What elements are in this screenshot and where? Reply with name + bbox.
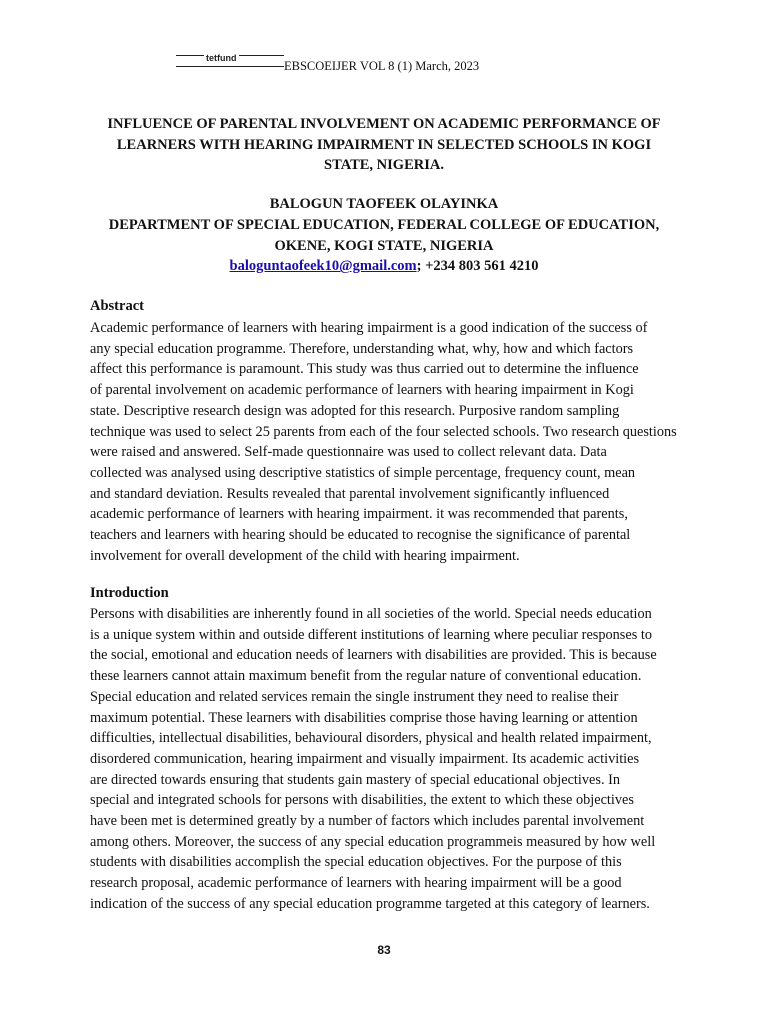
text-line: are directed towards ensuring that students gain mastery of special educational objectives. In: [90, 771, 620, 788]
text-line: maximum potential. These learners with disabilities comprise those having learning or attention: [90, 709, 638, 726]
abstract-heading: Abstract: [90, 298, 144, 314]
text-line: these learners cannot attain maximum benefit from the regular nature of conventional education.: [90, 668, 642, 685]
text-line: were raised and answered. Self-made questionnaire was used to collect relevant data. Data: [90, 444, 607, 461]
text-line: the social, emotional and education needs of learners with disabilities are provided. This is because: [90, 647, 657, 664]
text-line: any special education programme. Therefore, understanding what, why, how and which factors: [90, 340, 634, 357]
author-phone: ; +234 803 561 4210: [416, 258, 539, 275]
introduction-heading: Introduction: [90, 585, 169, 601]
text-line: indication of the success of any special education programme targeted at this category of learners.: [90, 895, 650, 912]
logo-text: tetfund: [206, 53, 237, 63]
text-line: Persons with disabilities are inherently found in all societies of the world. Special needs education: [90, 606, 652, 622]
author-affiliation: DEPARTMENT OF SPECIAL EDUCATION, FEDERAL COLLEGE OF EDUCATION,: [108, 216, 660, 233]
title-line: LEARNERS WITH HEARING IMPAIRMENT IN SELECTED SCHOOLS IN KOGI: [116, 136, 652, 153]
author-email-link[interactable]: baloguntaofeek10@gmail.com: [229, 258, 417, 275]
title-line: STATE, NIGERIA.: [324, 157, 444, 174]
text-line: disordered communication, hearing impairment and visually impairment. Its academic activities: [90, 750, 640, 767]
author-name: BALOGUN TAOFEEK OLAYINKA: [269, 196, 499, 212]
journal-citation: EBSCOEIJER VOL 8 (1) March, 2023: [284, 59, 480, 73]
tetfund-logo: [176, 50, 284, 74]
title-line: INFLUENCE OF PARENTAL INVOLVEMENT ON ACADEMIC PERFORMANCE OF: [107, 116, 661, 132]
text-line: affect this performance is paramount. This study was thus carried out to determine the influence: [90, 361, 639, 378]
author-contact: [80, 256, 688, 277]
text-line: Special education and related services remain the single instrument they need to realise their: [90, 688, 619, 705]
text-line: Academic performance of learners with hearing impairment is a good indication of the success of: [90, 320, 648, 336]
author-block: [80, 194, 688, 277]
text-line: is a unique system within and outside different institutions of learning where peculiar responses to: [90, 626, 652, 643]
text-line: difficulties, intellectual disabilities, behavioural disorders, physical and health related impairment,: [90, 730, 652, 747]
text-line: research proposal, academic performance of learners with hearing impairment will be a good: [90, 875, 622, 892]
abstract-body: [90, 318, 678, 566]
text-line: state. Descriptive research design was adopted for this research. Purposive random sampling: [90, 402, 620, 419]
text-line: of parental involvement on academic performance of learners with hearing impairment in Kogi: [90, 382, 634, 399]
text-line: academic performance of learners with hearing impairment. it was recommended that parents,: [90, 506, 628, 523]
text-line: students with disabilities accomplish the special education objectives. For the purpose of this: [90, 854, 622, 871]
text-line: have been met is determined greatly by a number of factors which includes parental involvement: [90, 813, 645, 830]
author-affiliation: OKENE, KOGI STATE, NIGERIA: [274, 237, 494, 254]
introduction-body: [90, 604, 678, 915]
text-line: involvement for overall development of the child with hearing impairment.: [90, 547, 520, 564]
running-header: [176, 50, 596, 80]
page-number: 83: [377, 943, 391, 957]
text-line: and standard deviation. Results revealed that parental involvement significantly influenced: [90, 485, 610, 502]
paper-title: [80, 114, 688, 176]
text-line: among others. Moreover, the success of any special education programmeis measured by how well: [90, 833, 656, 850]
text-line: technique was used to select 25 parents from each of the four selected schools. Two research questions: [90, 423, 677, 440]
text-line: collected was analysed using descriptive statistics of simple percentage, frequency count, mean: [90, 464, 636, 481]
text-line: special and integrated schools for persons with disabilities, the extent to which these objectives: [90, 792, 634, 809]
text-line: teachers and learners with hearing should be educated to recognise the significance of parental: [90, 527, 631, 544]
